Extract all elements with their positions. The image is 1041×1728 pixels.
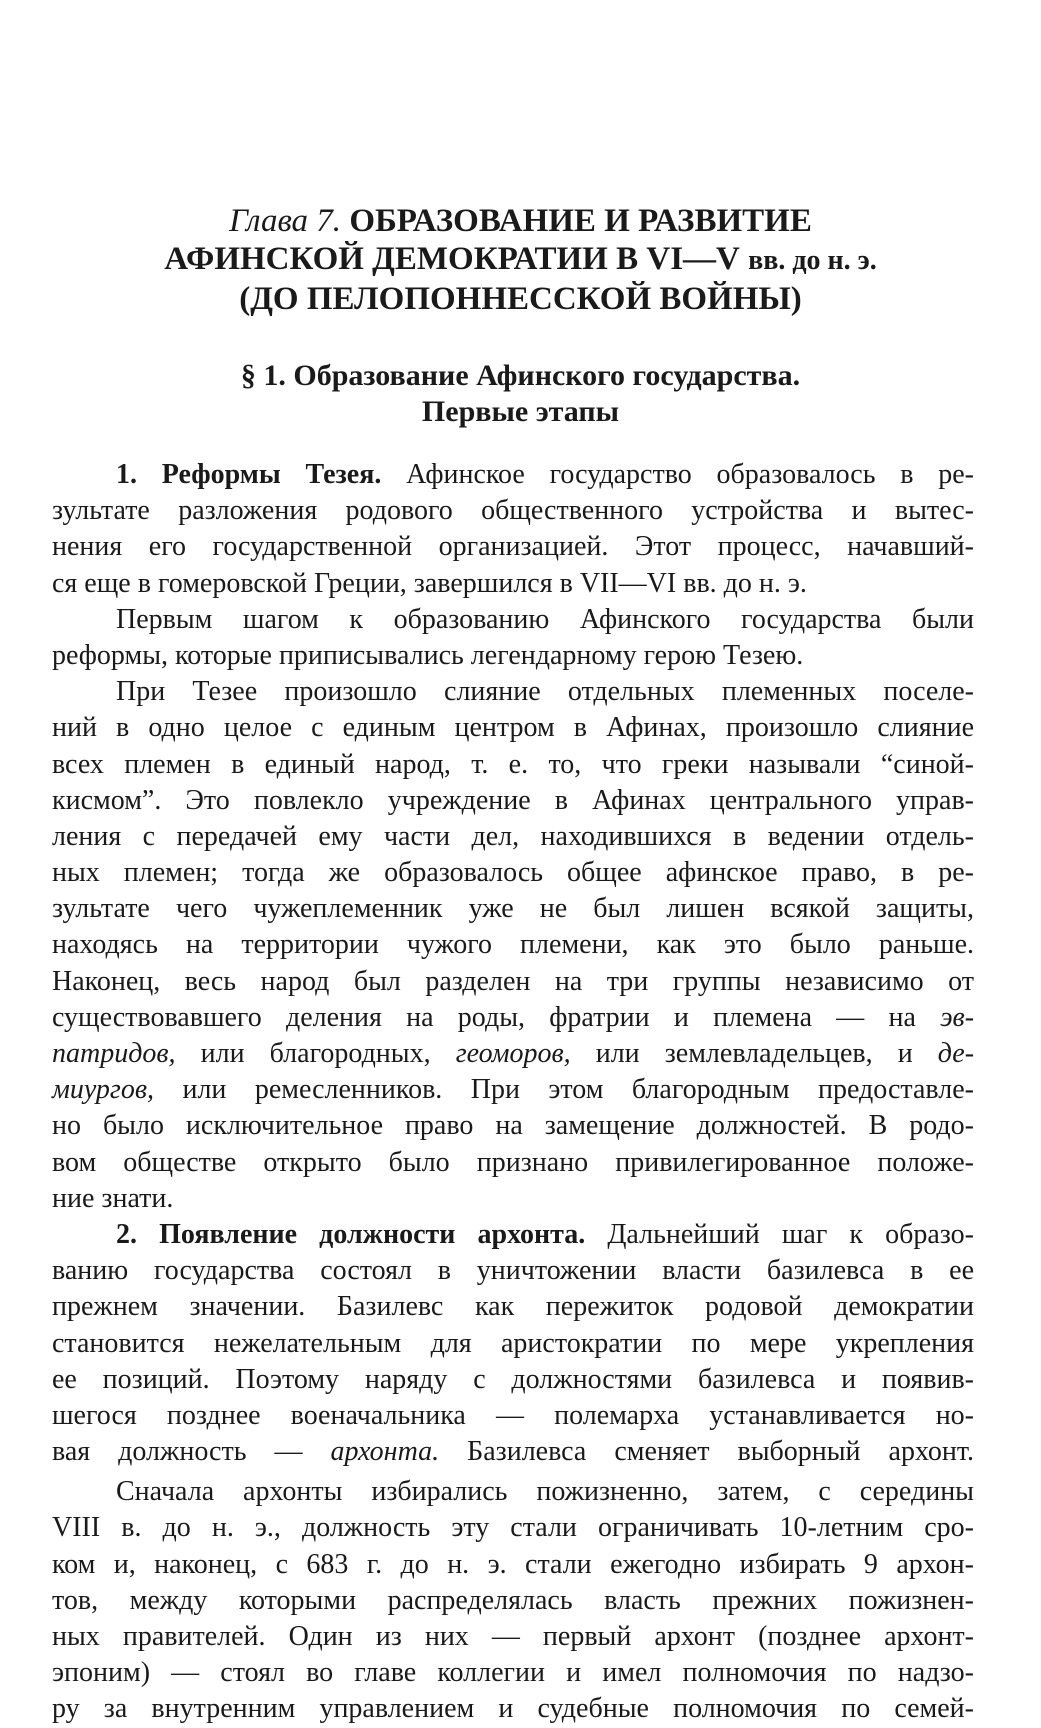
text-line: ее позиций. Поэтому наряду с должностями базилевса и появив- <box>52 1363 974 1395</box>
text-span: или ремесленников. При этом благородным предоставле- <box>182 1074 974 1106</box>
paragraph-1 <box>52 457 974 602</box>
text-line: При Тезее произошло слияние отдельных племенных поселе- <box>116 676 974 708</box>
text-line: ных правителей. Один из них — первый архонт (позднее архонт- <box>52 1621 974 1652</box>
term-italic: эв- <box>940 1001 975 1033</box>
section-heading <box>0 358 1041 430</box>
text-span: существовавшего деления на роды, фратрии и племена — на <box>52 1001 916 1033</box>
chapter-title-part-2: АФИНСКОЙ ДЕМОКРАТИИ В VI—V <box>164 241 740 277</box>
text-line <box>52 1036 974 1072</box>
text-line: но было исключительное право на замещение должностей. В родо- <box>52 1110 974 1142</box>
text-line: Наконец, весь народ был разделен на три группы независимо от <box>52 965 974 997</box>
text-line: Сначала архонты избирались пожизненно, затем, с середины <box>116 1476 974 1508</box>
body-text <box>52 457 974 1728</box>
chapter-title-date: вв. до н. э. <box>748 245 877 276</box>
text-line: ся еще в гомеровской Греции, завершился в VII—VI вв. до н. э. <box>52 567 807 599</box>
text-line: вом обществе открыто было признано привилегированное положе- <box>52 1146 974 1178</box>
text-line: ний в одно целое с единым центром в Афинах, произошло слияние <box>52 712 974 744</box>
paragraph-3 <box>52 674 974 1217</box>
section-title-line-2: Первые этапы <box>421 395 620 428</box>
text-line: VIII в. до н. э., должность эту стали ограничивать 10-летним сро- <box>52 1512 974 1544</box>
text-span: вая должность — <box>52 1436 303 1468</box>
paragraph-4 <box>52 1217 974 1470</box>
text-line: ных племен; тогда же образовалось общее афинское право, в ре- <box>52 857 974 889</box>
text-span: Базилевса сменяет выборный архонт. <box>467 1436 975 1468</box>
text-line <box>52 1434 974 1470</box>
term-italic: геоморов, <box>455 1038 571 1069</box>
text-line <box>52 1000 974 1036</box>
text-line: становится нежелательным для аристократии по мере укрепления <box>52 1327 974 1359</box>
chapter-heading <box>0 202 1041 318</box>
chapter-title-line-2 <box>0 240 1041 280</box>
term-italic: архонта. <box>330 1436 440 1468</box>
text-line: эпоним) — стоял во главе коллегии и имел полномочия по надзо- <box>52 1657 974 1689</box>
chapter-title-part-1: ОБРАЗОВАНИЕ И РАЗВИТИЕ <box>349 203 812 239</box>
text-line: Первым шагом к образованию Афинского государства были <box>116 603 974 635</box>
term-italic: миургов, <box>52 1074 155 1106</box>
text-line: ванию государства состоял в уничтожении власти базилевса в ее <box>52 1255 974 1287</box>
text-line: ние знати. <box>52 1182 174 1214</box>
subsection-heading: 1. Реформы Тезея. <box>116 459 382 490</box>
text-line: реформы, которые приписывались легендарному герою Тезею. <box>52 639 804 671</box>
text-line <box>52 1072 974 1108</box>
text-line: находясь на территории чужого племени, как это было раньше. <box>52 929 974 961</box>
term-italic: патридов, <box>52 1038 176 1069</box>
subsection-heading: 2. Появление должности архонта. <box>116 1218 586 1250</box>
text-line <box>52 1217 974 1253</box>
chapter-label: Глава 7. <box>229 203 342 239</box>
section-title-line-1: § 1. Образование Афинского государства. <box>240 359 801 392</box>
term-italic: де- <box>937 1038 975 1069</box>
text-line: прежнем значении. Базилевс как пережиток родовой демократии <box>52 1291 974 1323</box>
text-line: тов, между которыми распределялась власть прежних пожизнен- <box>52 1584 974 1616</box>
text-span: Дальнейший шаг к образо- <box>607 1218 975 1250</box>
text-line: шегося позднее военачальника — полемарха устанавливается но- <box>52 1399 974 1431</box>
text-span: или благородных, <box>200 1038 431 1069</box>
text-line: кисмом”. Это повлекло учреждение в Афинах центрального управ- <box>52 784 974 816</box>
text-line: нения его государственной организацией. Этот процесс, начавший- <box>52 531 974 563</box>
text-line: зультате разложения родового общественного устройства и вытес- <box>52 495 974 527</box>
text-line: ления с передачей ему части дел, находившихся в ведении отдель- <box>52 820 974 852</box>
text-span: Афинское государство образовалось в ре- <box>406 459 975 490</box>
text-line: зультате чего чужеплеменник уже не был лишен всякой защиты, <box>52 893 974 925</box>
text-line: ком и, наконец, с 683 г. до н. э. стали ежегодно избирать 9 архон- <box>52 1548 974 1580</box>
text-line: ру за внутренним управлением и судебные полномочия по семей- <box>52 1693 974 1725</box>
text-line <box>52 457 974 493</box>
chapter-title-line-1 <box>0 202 1041 240</box>
paragraph-2 <box>52 602 974 674</box>
text-line: всех племен в единый народ, т. е. то, что греки называли “синой- <box>52 748 974 780</box>
chapter-title-line-3: (ДО ПЕЛОПОННЕССКОЙ ВОЙНЫ) <box>239 281 802 317</box>
text-span: или землевладельцев, и <box>595 1038 913 1069</box>
